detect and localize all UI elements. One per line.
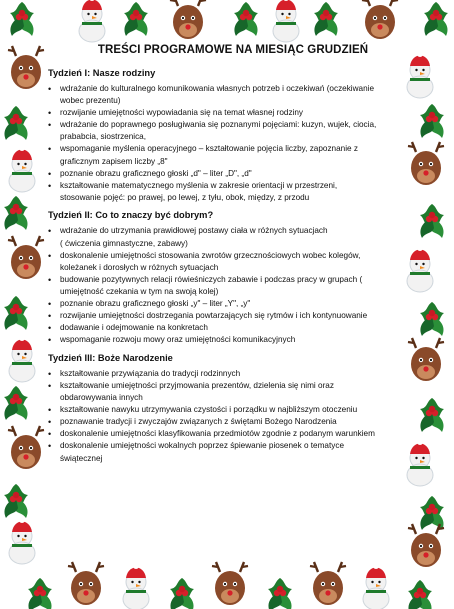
list-item: koleżanek i dorosłych w różnych sytuacjach xyxy=(60,262,219,272)
holly-icon xyxy=(408,580,432,609)
list-item: ( ćwiczenia gimnastyczne, zabawy) xyxy=(60,238,188,248)
week-2-heading: Tydzień II: Co to znaczy być dobrym? xyxy=(48,210,214,221)
list-item: • doskonalenie umiejętności klasyfikowania przedmiotów zgodnie z podanym warunkiem xyxy=(48,429,418,440)
list-item: • poznanie obrazu graficznego głoski „y" – liter „Y", „y" xyxy=(48,299,418,310)
holly-icon xyxy=(420,204,444,238)
holly-icon xyxy=(4,196,28,230)
snowman-icon xyxy=(9,517,35,564)
list-item: • wspomaganie myślenia operacyjnego – kształtowanie pojęcia liczby, zapoznanie z xyxy=(48,144,418,155)
week-1-list xyxy=(48,84,418,203)
reindeer-icon xyxy=(170,0,206,39)
holly-icon xyxy=(268,578,292,609)
page-title: TREŚCI PROGRAMOWE NA MIESIĄC GRUDZIEŃ xyxy=(97,44,369,56)
list-item: • dodawanie i odejmowanie na konkretach xyxy=(48,323,418,334)
list-item: • kształtowanie matematycznego myślenia w zakresie orientacji w przestrzeni, xyxy=(48,181,418,192)
holly-icon xyxy=(28,578,52,609)
list-item: • wdrażanie do utrzymania prawidłowej postawy ciała w różnych sytuacjach xyxy=(48,226,418,237)
list-item: obdarowywania innych xyxy=(60,393,143,403)
list-item: graficznym zapisem liczby „8" xyxy=(60,156,168,166)
holly-icon xyxy=(124,2,148,36)
reindeer-icon xyxy=(408,524,444,567)
week-1-heading: Tydzień I: Nasze rodziny xyxy=(48,68,156,78)
holly-icon xyxy=(4,484,28,518)
holly-icon xyxy=(4,296,28,330)
week-2-section xyxy=(48,210,418,345)
holly-icon xyxy=(4,386,28,420)
holly-icon xyxy=(420,302,444,336)
holly-icon xyxy=(424,2,448,36)
week-3-section xyxy=(48,353,418,464)
snowman-icon xyxy=(363,563,389,609)
week-2-list xyxy=(48,226,418,345)
reindeer-icon xyxy=(310,562,346,605)
snowman-icon xyxy=(9,145,35,192)
week-1-section xyxy=(48,68,418,203)
holly-icon xyxy=(314,2,338,36)
list-item: • wspomaganie rozwoju mowy oraz umiejętności komunikacyjnych xyxy=(48,335,418,346)
list-item: • poznanie obrazu graficznego głoski „d" – liter „D", „d" xyxy=(48,169,418,180)
snowman-icon xyxy=(123,563,149,609)
list-item: • rozwijanie umiejętności wypowiadania się na temat własnej rodziny xyxy=(48,108,418,119)
list-item: • kształtowanie nawyku utrzymywania czystości i porządku w najbliższym otoczeniu xyxy=(48,405,418,416)
reindeer-icon xyxy=(362,0,398,39)
holly-icon xyxy=(420,398,444,432)
list-item: świątecznej xyxy=(60,453,103,463)
list-item: • poznawanie tradycji i zwyczajów związanych z świętami Bożego Narodzenia xyxy=(48,417,418,428)
list-item: • doskonalenie umiejętności stosowania zwrotów grzecznościowych wobec kolegów, xyxy=(48,251,418,262)
reindeer-icon xyxy=(8,236,44,279)
holly-icon xyxy=(420,104,444,138)
snowman-icon xyxy=(9,335,35,382)
list-item: umiejętność czekania w tym na swoją kolej) xyxy=(60,286,219,296)
list-item: wobec prezentu) xyxy=(60,96,121,106)
holly-icon xyxy=(420,496,444,530)
reindeer-icon xyxy=(8,46,44,89)
reindeer-icon xyxy=(212,562,248,605)
snowman-icon xyxy=(273,0,299,42)
snowman-icon xyxy=(79,0,105,42)
week-3-heading: Tydzień III: Boże Narodzenie xyxy=(48,352,173,363)
list-item: prababcia, siostrzenica, xyxy=(60,132,147,142)
list-item: • kształtowanie przywiązania do tradycji rodzinnych xyxy=(48,369,418,380)
holly-icon xyxy=(234,2,258,36)
reindeer-icon xyxy=(8,426,44,469)
reindeer-icon xyxy=(68,562,104,605)
list-item: • doskonalenie umiejętności wokalnych poprzez śpiewanie piosenek o tematyce xyxy=(48,441,418,452)
list-item: • wdrażanie do kulturalnego komunikowania własnych potrzeb i oczekiwań (oczekiwanie xyxy=(48,84,418,95)
week-3-list xyxy=(48,369,418,464)
list-item: • wdrażanie do poprawnego posługiwania się poznanymi pojęciami: kuzyn, wujek, ciocia, xyxy=(48,120,418,131)
document-content xyxy=(48,44,418,471)
holly-icon xyxy=(10,2,34,36)
list-item: • kształtowanie umiejętności przyjmowania prezentów, dzielenia się nimi oraz xyxy=(48,381,418,392)
holly-icon xyxy=(170,578,194,609)
list-item: stosowanie pojęć: po prawej, po lewej, z tyłu, obok, między, z przodu xyxy=(60,192,310,202)
holly-icon xyxy=(4,106,28,140)
list-item: • rozwijanie umiejętności dostrzegania powtarzających się rytmów i ich kontynuowanie xyxy=(48,311,418,322)
list-item: • budowanie pozytywnych relacji rówieśniczych zabawie i podczas pracy w grupach ( xyxy=(48,275,418,286)
